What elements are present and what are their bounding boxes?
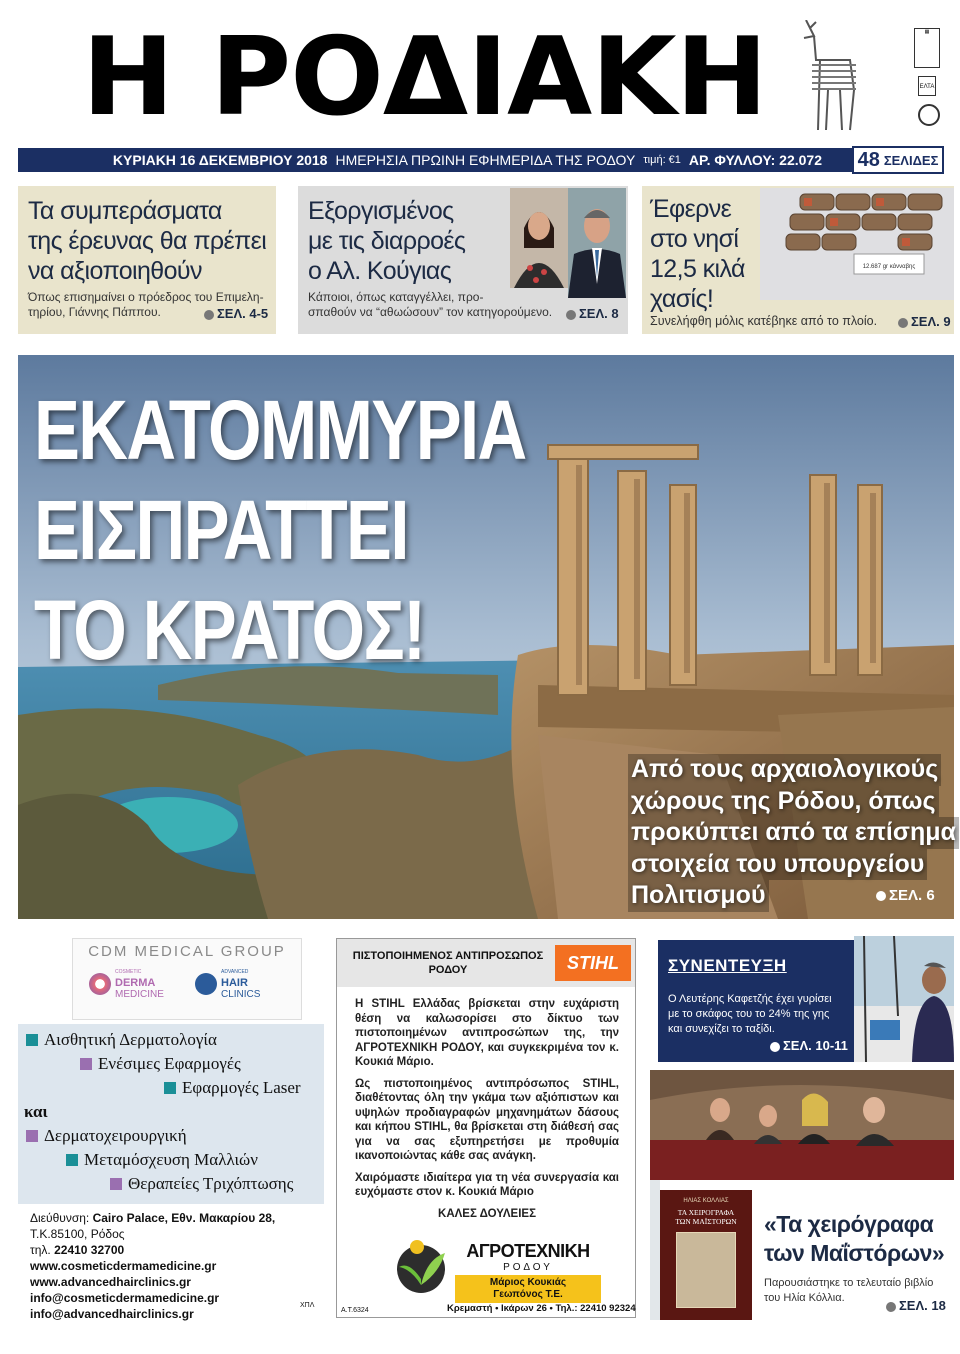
price: τιμή: €1 xyxy=(643,154,681,166)
date-bar xyxy=(18,148,942,172)
service-item: Μεταμόσχευση Μαλλιών xyxy=(66,1148,258,1172)
hashish-packages-photo xyxy=(760,188,954,300)
link[interactable]: www.advancedhairclinics.gr xyxy=(30,1275,191,1289)
page-ref: ΣΕΛ. 18 xyxy=(886,1298,946,1313)
newspaper-title: Η ΡΟΔΙΑΚΗ xyxy=(82,15,767,140)
postage-paid-stamp: ▦ xyxy=(914,28,940,68)
bullet-icon xyxy=(898,318,908,328)
link[interactable]: www.cosmeticdermamedicine.gr xyxy=(30,1259,217,1273)
book-summary: Παρουσιάστηκε το τελευταίο βιβλίο του Ηλία Κόλλια. xyxy=(764,1277,934,1304)
ad-code: ΧΠΛ xyxy=(300,1302,315,1309)
kougias-photo xyxy=(568,188,626,298)
ad-code: Α.Τ.6324 xyxy=(341,1307,369,1314)
teaser-summary: Όπως επισημαίνει ο πρόεδρος του Επιμελη- τηρίου, Γιάννης Πάππου. xyxy=(28,290,264,319)
page-ref: ΣΕΛ. 10-11 xyxy=(770,1038,848,1053)
teaser-survey[interactable] xyxy=(18,186,276,334)
bullet-icon xyxy=(770,1042,780,1052)
page-ref: ΣΕΛ. 8 xyxy=(566,306,619,321)
interview-summary: Ο Λευτέρης Καφετζής έχει γυρίσει με το σκάφος του το 24% της γης και συνεχίζει το ταξίδι. xyxy=(668,993,832,1035)
main-headline: ΕΚΑΤΟΜΜΥΡΙΑ ΕΙΣΠΡΑΤΤΕΙ ΤΟ ΚΡΑΤΟΣ! xyxy=(34,383,526,677)
link[interactable]: info@cosmeticdermamedicine.gr xyxy=(30,1291,220,1305)
cdm-group-name: CDM MEDICAL GROUP xyxy=(88,943,286,960)
derma-logo-icon xyxy=(89,973,111,995)
book-headline: «Τα χειρόγραφα των Μαΐστόρων» xyxy=(764,1211,945,1266)
teaser-headline: Έφερνε στο νησί 12,5 κιλά χασίς! xyxy=(650,195,745,313)
deer-logo-icon xyxy=(780,20,864,138)
agrotechniki-logo: ΑΓΡΟΤΕΧΝΙΚΗ ΡΟΔΟΥ Μάριος Κουκιάς Γεωπόνος Τ.Ε. xyxy=(455,1241,601,1303)
hero-page-ref: ΣΕΛ. 6 xyxy=(876,887,935,904)
hero-caption: Από τους αρχαιολογικούς χώρους της Ρόδου, όπως προκύπτει από τα επίσημα στοιχεία του υπουργείου Πολιτισμού xyxy=(628,754,959,912)
stihl-contact: Κρεμαστή • Ικάρων 26 • Τηλ.: 22410 92324 xyxy=(447,1303,636,1314)
page-ref: ΣΕΛ. 9 xyxy=(898,314,951,329)
ad-stihl-agrotechniki[interactable] xyxy=(336,938,636,1318)
section-label: ΣΥΝΕΝΤΕΥΞΗ xyxy=(668,956,787,975)
ad-cdm-medical[interactable] xyxy=(18,938,324,1321)
service-item: Αισθητική Δερματολογία xyxy=(26,1028,217,1052)
teaser-book-launch[interactable] xyxy=(650,1070,954,1320)
issue-date: ΚΥΡΙΑΚΗ 16 ΔΕΚΕΜΒΡΙΟΥ 2018 xyxy=(112,152,328,168)
service-item: Ενέσιμες Εφαρμογές xyxy=(80,1052,241,1076)
bullet-icon xyxy=(886,1302,896,1312)
service-item: Θεραπείες Τριχόπτωσης xyxy=(110,1172,293,1196)
page-count-label: ΣΕΛΙΔΕΣ xyxy=(883,152,939,168)
service-item: Δερματοχειρουργική xyxy=(26,1124,187,1148)
stihl-body: Η STIHL Ελλάδας βρίσκεται στην ευχάριστη θέση να καλωσορίσει στο δίκτυο των πιστοποιημένων αντιπροσώπων της, την ΑΓΡΟΤΕΧΝΙΚΗ ΡΟΔΟΥ, και συγκεκριμένα τον κ. Κουκιά Μάριο. Ως πιστοποιημένος αντιπρόσωπος STIHL, διαθέτοντας όλη την γκάμα των αξιόπιστων και υψηλών προδιαγραφών μηχανημάτων δάσους και κήπου STIHL, θα βρίσκεται στη διάθεσή σας για να σας εξυπηρετήσει με προθυμία ικανοποιώντας κάθε σας ανάγκη. Χαιρόμαστε ιδιαίτερα για τη νέα συνεργασία και ευχόμαστε στον κ. Κουκιά Μάριο ΚΑΛΕΣ ΔΟΥΛΕΙΕΣ xyxy=(355,998,619,1220)
elta-badge: ΕΛΤΑ xyxy=(918,76,936,96)
masthead xyxy=(0,0,960,145)
teaser-hashish[interactable] xyxy=(642,186,954,334)
book-cover: ΗΛΙΑΣ ΚΟΛΛΙΑΣ ΤΑ ΧΕΙΡΟΓΡΑΦΑ ΤΩΝ ΜΑΪΣΤΟΡΩΝ xyxy=(660,1190,752,1320)
hair-logo-text: ADVANCED HAIR CLINICS xyxy=(221,969,261,1000)
postal-badges xyxy=(908,28,948,148)
stihl-header: ΠΙΣΤΟΠΟΙΗΜΕΝΟΣ ΑΝΤΙΠΡΟΣΩΠΟΣ ΡΟΔΟΥ STIHL xyxy=(337,939,635,987)
derma-logo-text: COSMETIC DERMA MEDICINE xyxy=(115,969,164,1000)
tagline: ΗΜΕΡΗΣΙΑ ΠΡΩΙΝΗ ΕΦΗΜΕΡΙΔΑ ΤΗΣ ΡΟΔΟΥ xyxy=(335,152,636,168)
cover-illustration xyxy=(676,1232,736,1308)
bullet-icon xyxy=(566,310,576,320)
service-item: Εφαρμογές Laser xyxy=(164,1076,301,1100)
page-ref: ΣΕΛ. 4-5 xyxy=(204,306,268,321)
bullet-icon xyxy=(876,891,886,901)
sailor-boat-photo xyxy=(854,936,954,1062)
hair-logo-icon xyxy=(195,973,217,995)
page-count-badge xyxy=(852,146,944,174)
teaser-headline: Τα συμπεράσματα της έρευνας θα πρέπει να αξιοποιηθούν xyxy=(28,197,267,285)
seal-icon xyxy=(918,104,940,126)
evidence-label: 12.687 gr κάνναβης xyxy=(862,264,916,270)
link[interactable]: info@advancedhairclinics.gr xyxy=(30,1307,194,1321)
issue-number: ΑΡ. ΦΥΛΛΟΥ: 22.072 xyxy=(688,152,822,168)
young-woman-photo xyxy=(510,188,568,288)
and-label: και xyxy=(24,1102,48,1121)
teaser-interview[interactable] xyxy=(658,940,954,1062)
teaser-summary: Συνελήφθη μόλις κατέβηκε από το πλοίο. xyxy=(650,314,878,328)
stihl-logo: STIHL xyxy=(555,945,631,981)
cdm-logo-box xyxy=(72,938,302,1020)
bullet-icon xyxy=(204,310,214,320)
teaser-kougias[interactable] xyxy=(298,186,628,334)
agrotechniki-plant-icon xyxy=(391,1239,451,1295)
page-count: 48 xyxy=(857,148,880,171)
cdm-contact: Διεύθυνση: Cairo Palace, Εθν. Μακαρίου 28, Τ.Κ.85100, Ρόδος τηλ. 22410 32700 www.cosmeticdermamedicine.gr www.advancedhairclinics.gr info@cosmeticdermamedicine.gr info@advancedhairclinics.gr xyxy=(30,1211,276,1321)
services-list xyxy=(18,1024,324,1204)
teaser-headline: Εξοργισμένος με τις διαρροές ο Αλ. Κούγιας xyxy=(308,197,466,285)
teaser-summary: Κάποιοι, όπως καταγγέλλει, προ- σπαθούν να “αθωώσουν” τον κατηγορούμενο. xyxy=(308,290,553,319)
